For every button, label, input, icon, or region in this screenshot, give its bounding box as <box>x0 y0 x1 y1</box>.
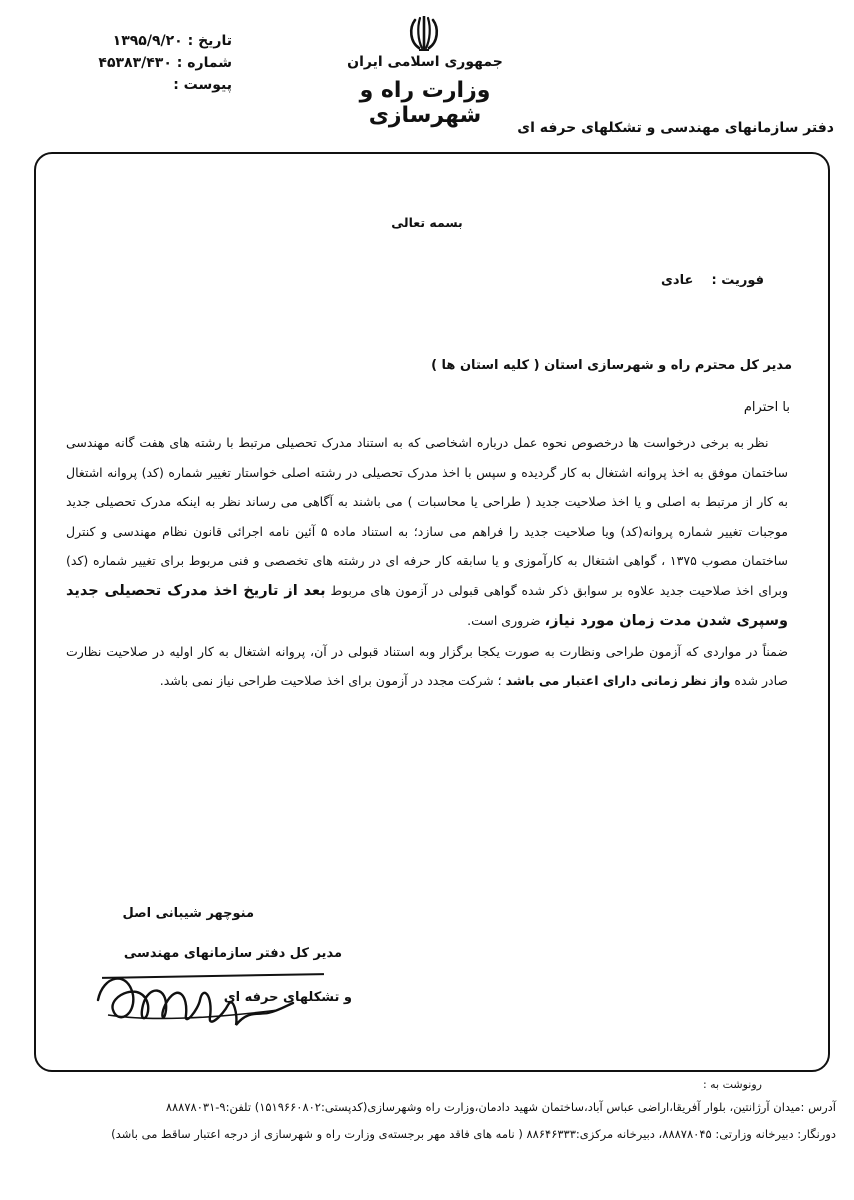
attachment-line <box>82 74 232 96</box>
number-line <box>82 52 232 74</box>
paragraph-1 <box>66 428 788 637</box>
paragraph-1-end: ضروری است. <box>467 613 541 628</box>
paragraph-1-text: نظر به برخی درخواست ها درخصوص نحوه عمل درباره اشخاصی که به استناد مدرک تحصیلی مرتبط با رشته های هفت گانه مهندسی ساختمان موفق به اخذ پروانه اشتغال به کار گردیده و سپس با اخذ مدرک تحصیلی در رشته اصلی خواستار تغییر شماره (کد) پروانه اشتغال به کار از مرتبط به اصلی و یا اخذ صلاحیت جدید ( طراحی یا محاسبات ) می باشند به آگاهی می رساند نظر به اینکه مدرک تحصیلی جدید موجبات تغییر شماره پروانه(کد) ویا صلاحیت جدید را فراهم می سازد؛ به استناد ماده ۵ آئین نامه اجرائی قانون نظام مهندسی و کنترل ساختمان مصوب ۱۳۷۵ ، گواهی اشتغال به کارآموزی و یا سابقه کار حرفه ای در رشته های تخصصی و فنی مربوط برای تغییر شماره (کد) وبرای اخذ صلاحیت جدید علاوه بر سوابق ذکر شده گواهی قبولی در آزمون های مربوط <box>66 435 788 598</box>
urgency-value: عادی <box>661 273 694 288</box>
republic-title: جمهوری اسلامی ایران <box>347 54 503 70</box>
signatory-title-line-2: و تشکلهای حرفه ای <box>223 990 352 1005</box>
date-value: ۱۳۹۵/۹/۲۰ <box>112 33 183 49</box>
letter-meta <box>82 30 232 96</box>
number-label: شماره : <box>176 55 232 71</box>
urgency-label: فوریت : <box>711 273 764 288</box>
attachment-label: پیوست : <box>173 77 232 93</box>
cc-label: رونوشت به : <box>702 1078 762 1091</box>
addressee: مدیر کل محترم راه و شهرسازی استان ( کلیه استان ها ) <box>431 358 792 373</box>
salutation: با احترام <box>743 400 790 415</box>
ministry-title: وزارت راه و شهرسازی <box>359 78 491 128</box>
date-line <box>82 30 232 52</box>
paragraph-2 <box>66 637 788 696</box>
letter-body <box>66 428 788 696</box>
number-value: ۴۵۳۸۳/۴۳۰ <box>98 55 172 71</box>
bismillah: بسمه تعالی <box>391 215 463 230</box>
footer-address: آدرس :میدان آرژانتین، بلوار آفریقا،اراضی عباس آباد،ساختمان شهید دادمان،وزارت راه وشهرسازی(کدپستی:۱۵۱۹۶۶۰۸۰۲) تلفن:۹-۸۸۸۷۸۰۳۱ <box>165 1100 836 1114</box>
date-label: تاریخ : <box>187 33 232 49</box>
signatory-name: منوچهر شیبانی اصل <box>122 906 254 921</box>
signatory-title-line-1: مدیر کل دفتر سازمانهای مهندسی <box>123 946 342 961</box>
paragraph-2-end: ؛ شرکت مجدد در آزمون برای اخذ صلاحیت طراحی نیاز نمی باشد. <box>159 673 502 688</box>
paragraph-2-text: ضمناً در مواردی که آزمون طراحی ونظارت به صورت یکجا برگزار وبه استناد قبولی در آن، پروانه اشتغال به کار اولیه در صلاحیت نظارت صادر شده <box>66 643 788 688</box>
iran-emblem-icon <box>407 14 441 54</box>
urgency-line <box>464 273 764 288</box>
office-title: دفتر سازمانهای مهندسی و تشکلهای حرفه ای <box>517 120 834 136</box>
paragraph-1-emphasis: بعد از تاریخ اخذ مدرک تحصیلی جدید وسپری شدن مدت زمان مورد نیاز، <box>66 582 788 629</box>
paragraph-2-emphasis: واز نظر زمانی دارای اعتبار می باشد <box>505 673 731 688</box>
footer-fax: دورنگار: دبیرخانه وزارتی: ۸۸۸۷۸۰۴۵، دبیرخانه مرکزی:۸۸۶۴۶۳۳۳ ( نامه های فاقد مهر برجسته‌ی وزارت راه و شهرسازی از درجه اعتبار ساقط می باشد) <box>111 1127 836 1141</box>
handwritten-signature <box>88 955 298 1035</box>
